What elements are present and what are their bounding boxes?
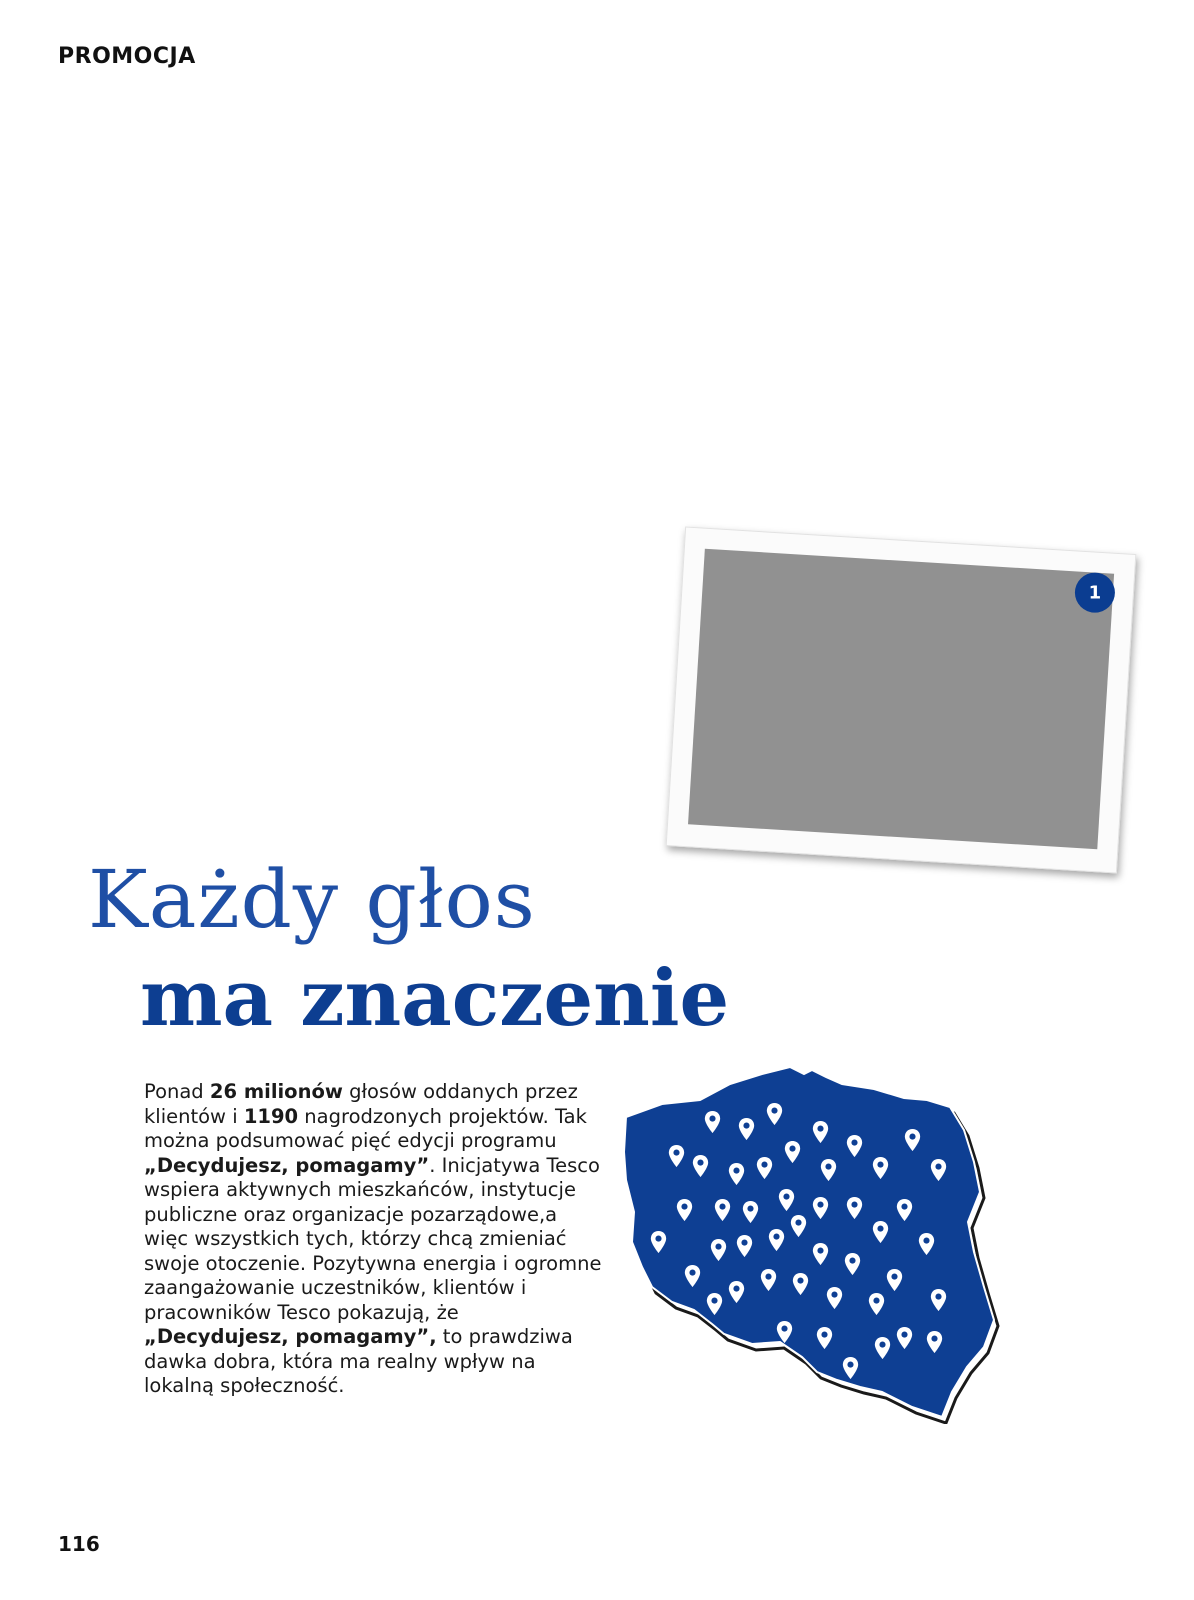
photo-number-badge: 1 [1075, 573, 1115, 613]
section-label: PROMOCJA [58, 44, 196, 69]
poland-map [612, 1062, 1004, 1424]
headline-line-1: Każdy głos [88, 853, 536, 946]
body-text-part: nagrodzonych projektów. Tak można podsumować pięć edycji programu [144, 1104, 587, 1152]
photo-placeholder [688, 549, 1114, 850]
map-shape [624, 1067, 994, 1417]
body-bold-program-2: „Decydujesz, pomagamy”, [144, 1325, 437, 1348]
body-text-part: . Inicjatywa Tesco wspiera aktywnych mieszkańców, instytucje publiczne oraz organizacje pozarządowe,a więc wszystkich tych, którzy chcą zmieniać swoje otoczenie. Pozytywna energia i ogromne zaangażowanie uczestników, klientów i pracowników Tesco pokazują, że [144, 1153, 602, 1324]
body-text-part: to prawdziwa dawka dobra, która ma realny wpływ na lokalną społeczność. [144, 1325, 573, 1397]
page-number: 116 [58, 1532, 100, 1556]
body-bold-votes: 26 milionów [209, 1080, 343, 1103]
photo-frame [666, 527, 1137, 874]
body-bold-program: „Decydujesz, pomagamy” [144, 1153, 430, 1177]
headline-line-2: ma znaczenie [140, 953, 730, 1044]
body-bold-projects: 1190 [243, 1104, 299, 1128]
body-text-part: Ponad [144, 1080, 210, 1103]
body-text-part: głosów oddanych przez klientów i [144, 1080, 578, 1128]
body-paragraph [144, 1080, 604, 1399]
